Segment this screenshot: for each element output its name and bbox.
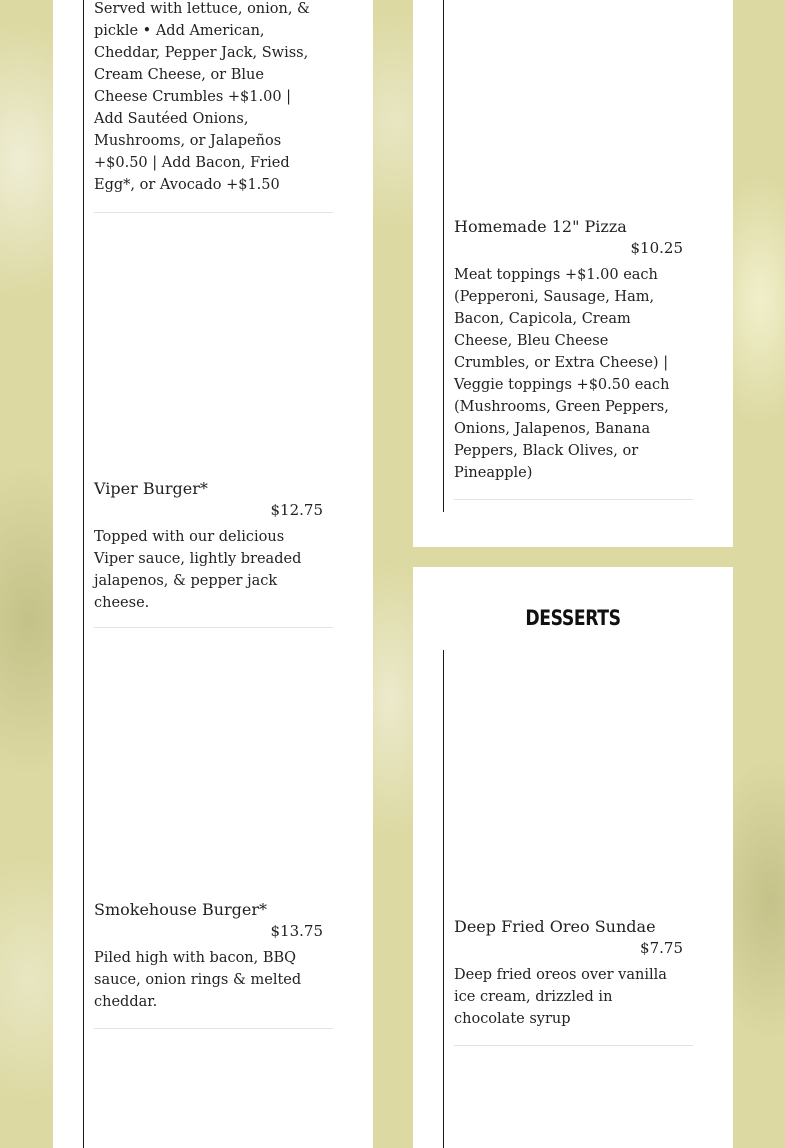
menu-item-price: $13.75 [270, 922, 323, 940]
item-divider [454, 1045, 693, 1046]
menu-item-photo-placeholder [94, 225, 333, 465]
menu-item-deep-fried-oreo-sundae[interactable] [454, 917, 693, 1046]
item-divider [94, 627, 333, 628]
item-divider [454, 499, 693, 500]
menu-item-name: Homemade 12" Pizza [454, 217, 627, 236]
menu-item-name: Deep Fried Oreo Sundae [454, 917, 656, 936]
menu-item-name: Viper Burger* [94, 479, 208, 498]
menu-item-burger-addons [94, 0, 333, 213]
menu-item-homemade-pizza[interactable] [454, 217, 693, 500]
menu-item-price: $7.75 [640, 939, 683, 957]
section-title-desserts: DESSERTS [525, 606, 621, 630]
left-column-divider [83, 0, 84, 1148]
menu-item-name: Smokehouse Burger* [94, 900, 268, 919]
menu-item-photo-placeholder [454, 665, 693, 905]
item-divider [94, 212, 333, 213]
menu-item-photo-placeholder [94, 646, 333, 886]
menu-item-description: Served with lettuce, onion, & pickle • Add American, Cheddar, Pepper Jack, Swiss, Cream Cheese, or Blue Cheese Crumbles +$1.00 | Add Sautéed Onions, Mushrooms, or Jalapeños +$0.50 | Add Bacon, Fried Egg*, or Avocado +$1.50 [94, 1, 310, 193]
menu-item-description: Meat toppings +$1.00 each (Pepperoni, Sausage, Ham, Bacon, Capicola, Cream Cheese, Bleu Cheese Crumbles, or Extra Cheese) | Veggie toppings +$0.50 each (Mushrooms, Green Peppers, Onions, Jalapenos, Banana Peppers, Black Olives, or Pineapple) [454, 267, 670, 481]
menu-item-description: Piled high with bacon, BBQ sauce, onion rings & melted cheddar. [94, 950, 302, 1010]
menu-item-photo-placeholder [454, 0, 693, 205]
desserts-column-divider [443, 650, 444, 1148]
menu-item-price: $10.25 [630, 239, 683, 257]
menu-item-smokehouse-burger[interactable] [94, 900, 333, 1029]
menu-item-viper-burger[interactable] [94, 479, 333, 628]
menu-item-description: Deep fried oreos over vanilla ice cream, drizzled in chocolate syrup [454, 967, 667, 1027]
menu-item-price: $12.75 [270, 501, 323, 519]
menu-item-description: Topped with our delicious Viper sauce, lightly breaded jalapenos, & pepper jack cheese. [94, 529, 302, 611]
right-column-divider [443, 0, 444, 512]
item-divider [94, 1028, 333, 1029]
